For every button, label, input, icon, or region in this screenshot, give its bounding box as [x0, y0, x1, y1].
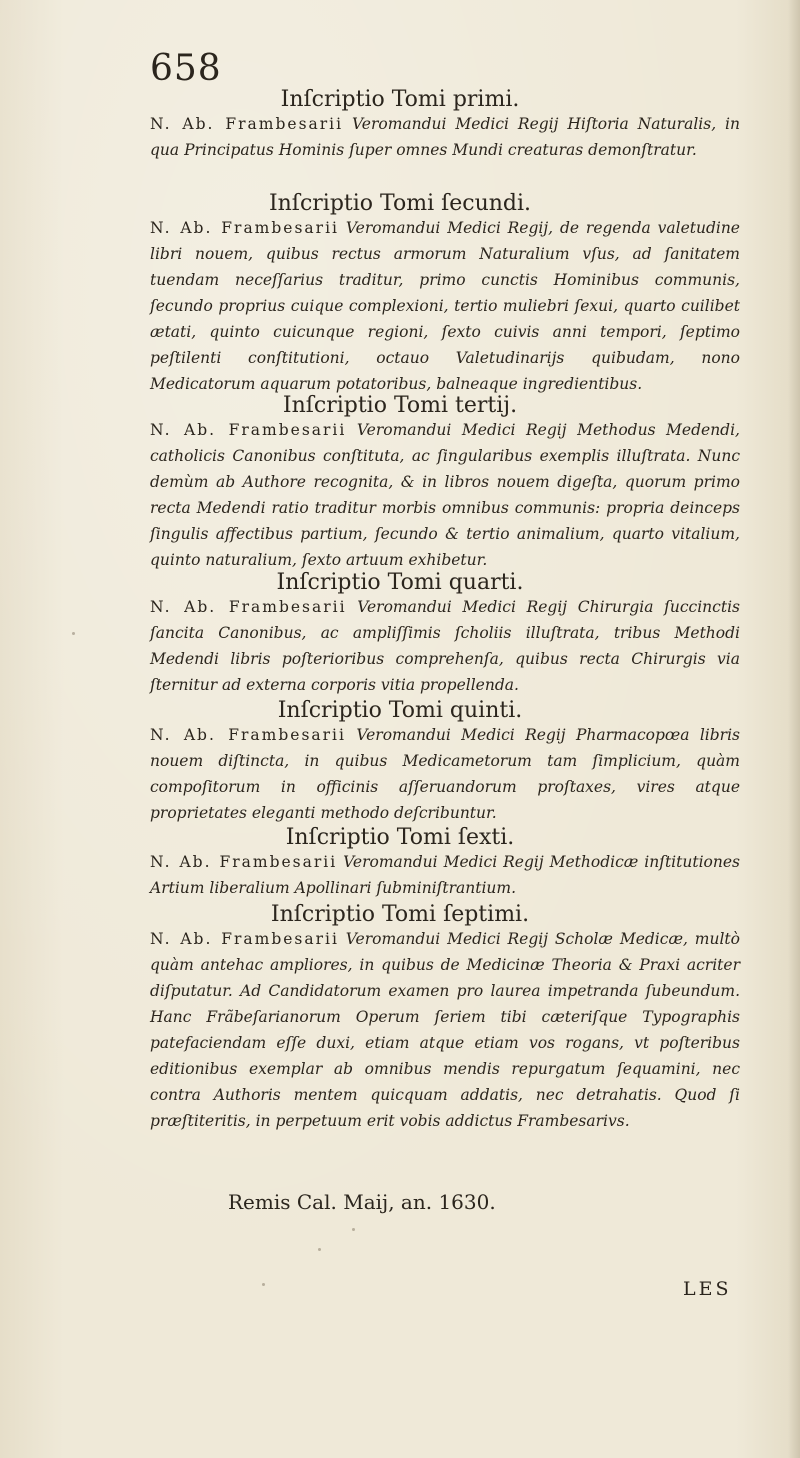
heading-tomi-septimi: Inſcriptio Tomi ſeptimi.	[270, 902, 530, 927]
paper-speck	[318, 1248, 321, 1251]
entry-tomi-quinti	[150, 722, 740, 826]
entry-text: Veromandui Medici Regij, de regenda valetudine libri nouem, quibus rectus armorum Naturalium vſus, ad ſanitatem tuendam neceſſarius traditur, primo cunctis Hominibus communis, ſecundo proprius cuique complexioni, tertio muliebri ſexui, quarto cuilibet ætati, quinto cuicunque regioni, ſexto cuivis anni tempori, ſeptimo peſtilenti conſtitutioni, octauo Valetudinarijs quibudam, nono Medicatorum aquarum potatoribus, balneaque ingredientibus.	[150, 219, 740, 393]
page-edge-shadow	[788, 0, 800, 1458]
heading-tomi-quarti: Inſcriptio Tomi quarti.	[276, 570, 524, 595]
entry-text: Veromandui Medici Regij Chirurgia ſuccinctis ſancita Canonibus, ac ampliſſimis ſcholiis illuſtrata, tribus Methodi Medendi libris poſterioribus comprehenſa, quibus recta Chirurgis via ſternitur ad externa corporis vitia propellenda.	[150, 598, 740, 694]
entry-text: Veromandui Medici Regij Scholæ Medicæ, multò quàm antehac ampliores, in quibus de Medicinæ Theoria & Praxi acriter diſputatur. Ad Candidatorum examen pro laurea impetranda ſubeundum. Hanc Frãbeſarianorum Operum ſeriem tibi cæteriſque Typographis patefaciendam eſſe duxi, etiam atque etiam vos rogans, vt poſteribus editionibus exemplar ab omnibus mendis repurgatum ſequamini, nec contra Authoris mentem quicquam addatis, nec detrahatis. Quod ſi præſtiteritis, in perpetuum erit vobis addictus Frambesarivs.	[150, 930, 740, 1130]
entry-lead: N. Ab. Frambesarii	[150, 853, 338, 871]
dateline: Remis Cal. Maij, an. 1630.	[228, 1190, 496, 1214]
entry-lead: N. Ab. Frambesarii	[150, 115, 344, 133]
heading-tomi-quinti: Inſcriptio Tomi quinti.	[277, 698, 523, 723]
entry-text: Veromandui Medici Regij Pharmacopœa libris nouem diſtincta, in quibus Medicametorum tam ſimplicium, quàm compoſitorum in officinis aſſeruandorum proſtaxes, vires atque proprietates eleganti methodo deſcribuntur.	[150, 726, 740, 822]
entry-text: Veromandui Medici Regij Methodicæ inſtitutiones Artium liberalium Apollinari ſubminiſtrantium.	[150, 853, 740, 897]
entry-lead: N. Ab. Frambesarii	[150, 930, 339, 948]
entry-tomi-quarti	[150, 594, 740, 698]
entry-lead: N. Ab. Frambesarii	[150, 421, 347, 439]
entry-lead: N. Ab. Frambesarii	[150, 726, 346, 744]
entry-tomi-secundi	[150, 215, 740, 397]
entry-lead: N. Ab. Frambesarii	[150, 219, 339, 237]
entry-text: Veromandui Medici Regij Methodus Medendi, catholicis Canonibus conſtituta, ac ſingularibus exemplis illuſtrata. Nunc demùm ab Authore recognita, & in libros nouem digeſta, quorum primo recta Medendi ratio traditur morbis omnibus communis: propria deinceps ſingulis affectibus partium, ſecundo & tertio animalium, quarto vitalium, quinto naturalium, ſexto artuum exhibetur.	[150, 421, 740, 569]
entry-tomi-septimi	[150, 926, 740, 1134]
entry-tomi-primi	[150, 111, 740, 163]
paper-speck	[352, 1228, 355, 1231]
heading-tomi-secundi: Inſcriptio Tomi ſecundi.	[268, 191, 532, 216]
entry-text: Veromandui Medici Regij Hiſtoria Naturalis, in qua Principatus Hominis ſuper omnes Mundi creaturas demonſtratur.	[150, 115, 740, 159]
catchword: LES	[683, 1278, 732, 1300]
page-number: 658	[150, 48, 222, 89]
paper-speck	[72, 632, 75, 635]
heading-tomi-primi: Inſcriptio Tomi primi.	[280, 87, 520, 112]
paper-speck	[262, 1283, 265, 1286]
entry-tomi-tertij	[150, 417, 740, 573]
heading-tomi-tertij: Inſcriptio Tomi tertij.	[282, 393, 518, 418]
entry-tomi-sexti	[150, 849, 740, 901]
heading-tomi-sexti: Inſcriptio Tomi ſexti.	[285, 825, 515, 850]
entry-lead: N. Ab. Frambesarii	[150, 598, 347, 616]
